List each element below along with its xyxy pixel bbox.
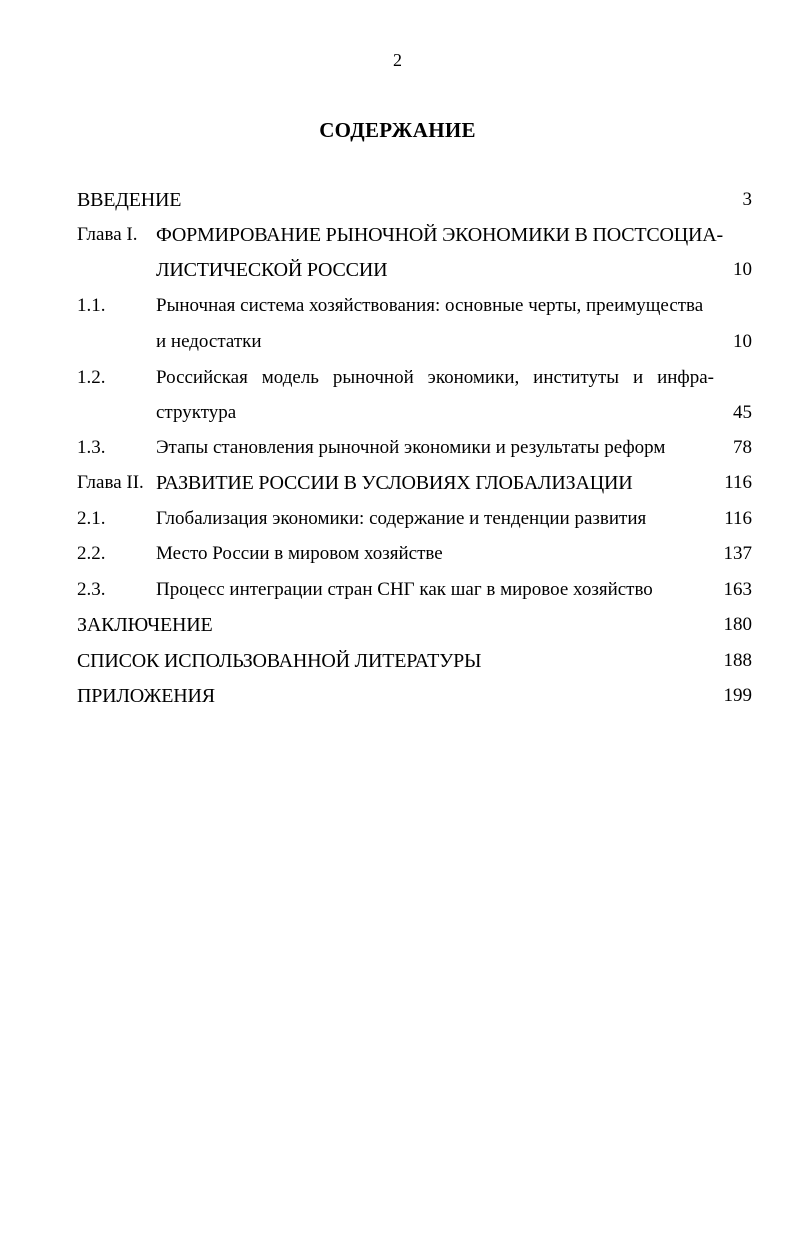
toc-page-intro: 3: [742, 189, 752, 210]
toc-page-1-2: 45: [733, 402, 752, 423]
toc-number-2-2: 2.2.: [77, 543, 106, 564]
toc-entry-1-1-line1: Рыночная система хозяйствования: основные черты, преимущества: [156, 295, 704, 316]
toc-entry-chapter1-line1: ФОРМИРОВАНИЕ РЫНОЧНОЙ ЭКОНОМИКИ В ПОСТСОЦИА-: [156, 224, 723, 246]
toc-entry-references: СПИСОК ИСПОЛЬЗОВАННОЙ ЛИТЕРАТУРЫ: [77, 650, 482, 672]
toc-entry-intro: ВВЕДЕНИЕ: [77, 189, 182, 211]
toc-entry-chapter2: РАЗВИТИЕ РОССИИ В УСЛОВИЯХ ГЛОБАЛИЗАЦИИ: [156, 472, 633, 494]
toc-entry-1-2-line2: структура: [156, 402, 237, 423]
toc-page-chapter1: 10: [733, 259, 752, 280]
toc-entry-1-3: Этапы становления рыночной экономики и результаты реформ: [156, 437, 666, 458]
toc-entry-appendices: ПРИЛОЖЕНИЯ: [77, 685, 215, 707]
toc-page-chapter2: 116: [724, 472, 752, 493]
toc-page-2-1: 116: [724, 508, 752, 529]
toc-entry-1-1-line2: и недостатки: [156, 331, 262, 352]
toc-number-1-2: 1.2.: [77, 367, 106, 388]
toc-entry-2-3: Процесс интеграции стран СНГ как шаг в мировое хозяйство: [156, 579, 653, 600]
toc-page-conclusion: 180: [723, 614, 752, 635]
toc-page-2-3: 163: [723, 579, 752, 600]
toc-number-2-1: 2.1.: [77, 508, 106, 529]
toc-page-appendices: 199: [723, 685, 752, 706]
toc-number-1-1: 1.1.: [77, 295, 106, 316]
toc-entry-1-2-line1: Российская модель рыночной экономики, институты и инфра-: [156, 367, 714, 388]
page-title: СОДЕРЖАНИЕ: [319, 118, 476, 142]
toc-number-1-3: 1.3.: [77, 437, 106, 458]
toc-entry-2-1: Глобализация экономики: содержание и тенденции развития: [156, 508, 647, 529]
toc-entry-conclusion: ЗАКЛЮЧЕНИЕ: [77, 614, 213, 636]
toc-entry-2-2: Место России в мировом хозяйстве: [156, 543, 443, 564]
toc-number-chapter1: Глава I.: [77, 224, 138, 245]
toc-entry-chapter1-line2: ЛИСТИЧЕСКОЙ РОССИИ: [156, 259, 388, 281]
toc-page-2-2: 137: [723, 543, 752, 564]
toc-page-1-1: 10: [733, 331, 752, 352]
toc-number-2-3: 2.3.: [77, 579, 106, 600]
toc-page-1-3: 78: [733, 437, 752, 458]
toc-page-references: 188: [723, 650, 752, 671]
toc-number-chapter2: Глава II.: [77, 472, 144, 493]
page-number: 2: [393, 50, 402, 70]
